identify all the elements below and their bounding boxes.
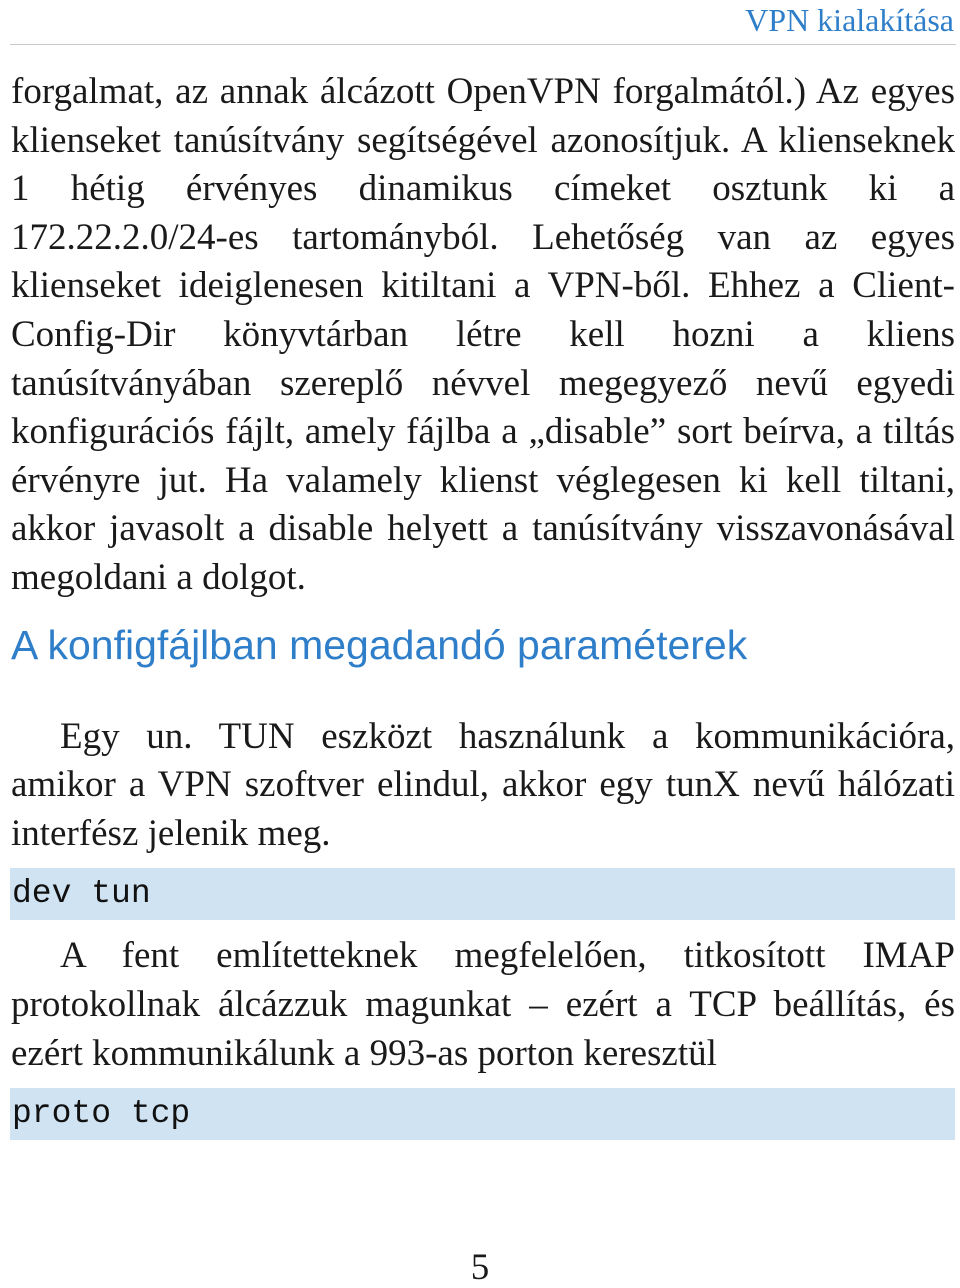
page-body (11, 68, 955, 1152)
page-number: 5 (470, 1247, 490, 1288)
paragraph-tun-device: Egy un. TUN eszközt használunk a kommunikációra, amikor a VPN szoftver elindul, akkor egy tunX nevű hálózati interfész jelenik meg. (11, 715, 955, 854)
code-line-proto-tcp: proto tcp (10, 1088, 955, 1140)
heading-spacer (11, 669, 955, 713)
section-heading: A konfigfájlban megadandó paraméterek (11, 621, 748, 668)
header-divider (10, 44, 956, 45)
code-line-dev-tun: dev tun (10, 868, 955, 920)
paragraph-imap-tcp: A fent említetteknek megfelelően, titkosított IMAP protokollnak álcázzuk magunkat – ezért a TCP beállítás, és ezért kommunikálunk a 993-as porton keresztül (11, 935, 955, 1074)
paragraph-client-config: forgalmat, az annak álcázott OpenVPN forgalmától.) Az egyes klienseket tanúsítvány segítségével azonosítjuk. A klienseknek 1 hétig érvényes dinamikus címeket osztunk ki a 172.22.2.0/24-es tartományból. Lehetőség van az egyes klienseket ideiglenesen kitiltani a VPN-​ből. Ehhez a Client-Config-Dir könyvtárban létre kell hozni a kliens tanúsítványában szereplő névvel megegyező nevű egyedi konfigurációs fájlt, amely fájlba a „disable” sort beírva, a tiltás érvényre jut. Ha valamely klienst véglegesen ki kell tiltani, akkor javasolt a disable helyett a tanúsítvány visszavonásával megoldani a dolgot. (11, 71, 955, 598)
running-header-title: VPN kialakítása (745, 2, 954, 38)
